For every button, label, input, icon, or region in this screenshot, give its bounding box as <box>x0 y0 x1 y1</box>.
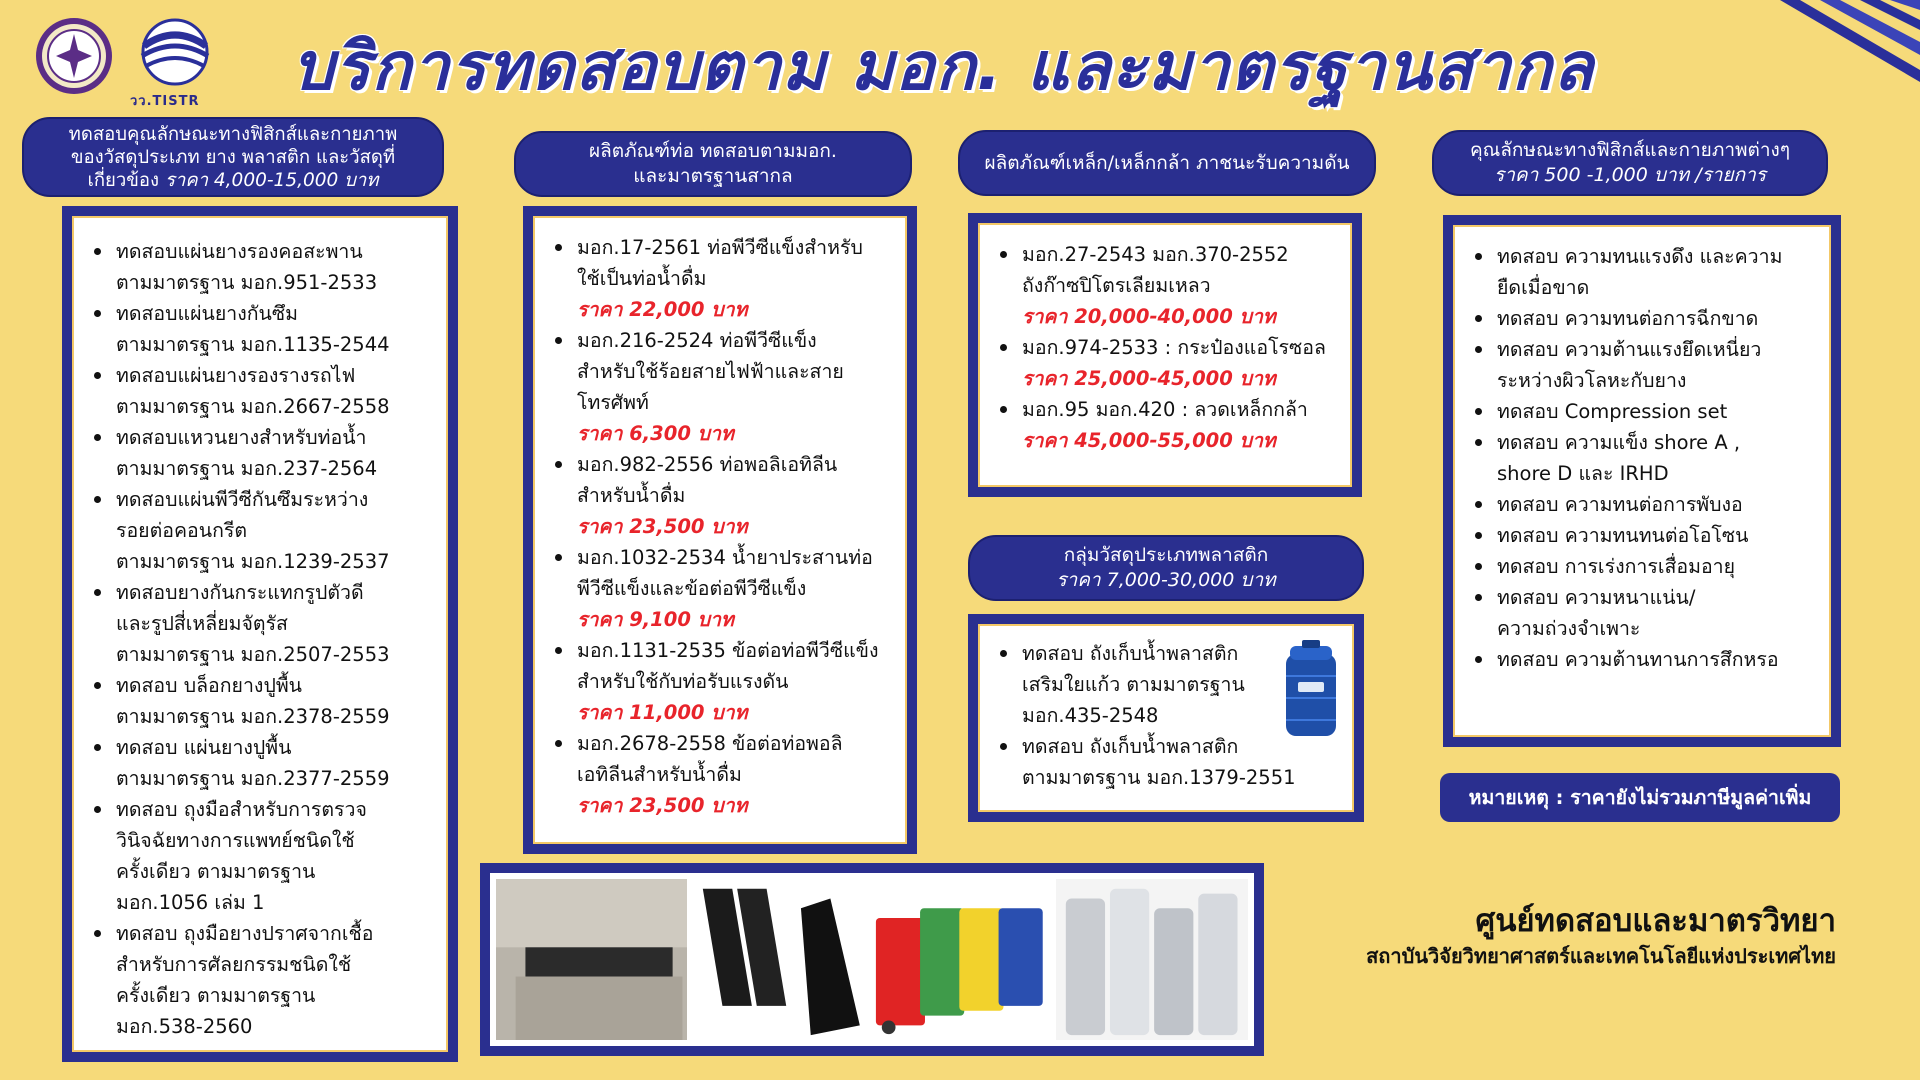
item-text-line: ถังก๊าซปิโตรเลียมเหลว <box>1022 274 1211 297</box>
col3b-header-price: ราคา 7,000-30,000 บาท <box>1056 569 1276 591</box>
item-text-line: ทดสอบ ความหนาแน่น/ <box>1497 586 1696 609</box>
aerosol-cans-photo <box>1056 879 1248 1040</box>
item-text-line: สำหรับใช้กับท่อรับแรงดัน <box>577 670 789 693</box>
item-text-line: ใช้เป็นท่อน้ำดื่ม <box>577 267 707 290</box>
item-text-line: ทดสอบ ถังเก็บน้ำพลาสติก <box>1022 642 1239 665</box>
list-item <box>1467 582 1815 644</box>
item-price: ราคา 22,000 บาท <box>577 298 748 321</box>
item-text-line: ตามมาตรฐาน มอก.1135-2544 <box>116 333 390 356</box>
list-item <box>86 918 432 1042</box>
list-item <box>86 298 432 360</box>
list-item <box>992 239 1336 332</box>
item-text-line: มอก.1032-2534 น้ำยาประสานท่อ <box>577 546 873 569</box>
list-item <box>547 728 891 821</box>
col1-list <box>86 236 432 1042</box>
item-text-line: ทดสอบ Compression set <box>1497 400 1728 423</box>
item-text-line: พีวีซีแข็งและข้อต่อพีวีซีแข็ง <box>577 577 807 600</box>
item-price: ราคา 11,000 บาท <box>577 701 748 724</box>
list-item <box>1467 551 1815 582</box>
list-item <box>1467 396 1815 427</box>
col4-header-line1: คุณลักษณะทางฟิสิกส์และกายภาพต่างๆ <box>1469 139 1791 161</box>
plastic-bins-photo <box>871 879 1050 1040</box>
col2-header-line2: และมาตรฐานสากล <box>633 165 793 187</box>
center-name: ศูนย์ทดสอบและมาตรวิทยา <box>1475 903 1836 939</box>
item-text-line: ทดสอบ ความทนต่อการพับงอ <box>1497 493 1743 516</box>
list-item <box>86 360 432 422</box>
col1-header-line1: ทดสอบคุณลักษณะทางฟิสิกส์และกายภาพ <box>68 123 398 145</box>
item-text-line: รอยต่อคอนกรีต <box>116 519 248 542</box>
col3b-header-line1: กลุ่มวัสดุประเภทพลาสติก <box>1063 544 1269 566</box>
list-item <box>992 332 1336 394</box>
rubber-bearing-photo <box>496 879 687 1040</box>
item-price: ราคา 20,000-40,000 บาท <box>1022 305 1276 328</box>
item-text-line: ครั้งเดียว ตามมาตรฐาน <box>116 984 316 1007</box>
list-item <box>1467 489 1815 520</box>
item-text-line: มอก.2678-2558 ข้อต่อท่อพอลิ <box>577 732 843 755</box>
item-text-line: ระหว่างผิวโลหะกับยาง <box>1497 369 1687 392</box>
item-text-line: ตามมาตรฐาน มอก.2378-2559 <box>116 705 390 728</box>
item-text-line: ทดสอบ ความต้านทานการสึกหรอ <box>1497 648 1779 671</box>
item-text-line: ทดสอบแหวนยางสำหรับท่อน้ำ <box>116 426 367 449</box>
item-text-line: ทดสอบ ความทนต่อการฉีกขาด <box>1497 307 1759 330</box>
list-item <box>86 236 432 298</box>
item-text-line: มอก.538-2560 <box>116 1015 253 1038</box>
list-item <box>86 484 432 577</box>
water-tank-image <box>1276 640 1346 744</box>
list-item <box>547 325 891 449</box>
rubber-strips-photo <box>693 879 865 1040</box>
item-price: ราคา 9,100 บาท <box>577 608 734 631</box>
item-text-line: มอก.435-2548 <box>1022 704 1159 727</box>
list-item <box>86 670 432 732</box>
item-price: ราคา 45,000-55,000 บาท <box>1022 429 1276 452</box>
item-text-line: มอก.974-2533 : กระป๋องแอโรซอล <box>1022 336 1326 359</box>
col3a-header-pill <box>958 130 1376 196</box>
item-text-line: ทดสอบ ถุงมือสำหรับการตรวจ <box>116 798 367 821</box>
col4-header-pill <box>1432 130 1828 196</box>
item-text-line: ทดสอบ ความทนแรงดึง และความ <box>1497 245 1783 268</box>
logo-group <box>34 16 218 96</box>
vat-note: หมายเหตุ : ราคายังไม่รวมภาษีมูลค่าเพิ่ม <box>1440 773 1840 822</box>
item-text-line: ทดสอบแผ่นยางรองรางรถไฟ <box>116 364 356 387</box>
item-text-line: ตามมาตรฐาน มอก.2377-2559 <box>116 767 390 790</box>
item-text-line: ตามมาตรฐาน มอก.1379-2551 <box>1022 766 1296 789</box>
item-text-line: มอก.982-2556 ท่อพอลิเอทิลีน <box>577 453 838 476</box>
item-price: ราคา 6,300 บาท <box>577 422 734 445</box>
item-text-line: และรูปสี่เหลี่ยมจัตุรัส <box>116 612 288 635</box>
item-text-line: ทดสอบ ถุงมือยางปราศจากเชื้อ <box>116 922 374 945</box>
item-text-line: มอก.1056 เล่ม 1 <box>116 891 265 914</box>
item-text-line: ทดสอบแผ่นยางรองคอสะพาน <box>116 240 363 263</box>
item-text-line: ตามมาตรฐาน มอก.2667-2558 <box>116 395 390 418</box>
col2-panel <box>523 206 917 854</box>
item-text-line: ความถ่วงจำเพาะ <box>1497 617 1641 640</box>
col1-header-line2: ของวัสดุประเภท ยาง พลาสติก และวัสดุที่ <box>70 146 396 168</box>
product-photos-strip <box>480 863 1264 1056</box>
item-text-line: ทดสอบ ความทนทนต่อโอโซน <box>1497 524 1749 547</box>
item-text-line: ทดสอบแผ่นพีวีซีกันซึมระหว่าง <box>116 488 369 511</box>
tistr-logo <box>132 16 218 96</box>
institute-name: สถาบันวิจัยวิทยาศาสตร์และเทคโนโลยีแห่งประเทศไทย <box>1366 944 1836 968</box>
list-item <box>547 232 891 325</box>
corner-stripes-decoration <box>1690 0 1920 90</box>
item-text-line: ทดสอบ ความแข็ง shore A , <box>1497 431 1741 454</box>
col3a-list <box>992 239 1336 456</box>
col3b-header-pill <box>968 535 1364 601</box>
item-text-line: มอก.95 มอก.420 : ลวดเหล็กกล้า <box>1022 398 1308 421</box>
col3a-header-line1: ผลิตภัณฑ์เหล็ก/เหล็กกล้า ภาชนะรับความดัน <box>984 151 1350 174</box>
item-price: ราคา 25,000-45,000 บาท <box>1022 367 1276 390</box>
list-item <box>547 449 891 542</box>
list-item <box>86 794 432 918</box>
item-text-line: มอก.17-2561 ท่อพีวีซีแข็งสำหรับ <box>577 236 863 259</box>
item-text-line: ทดสอบ การเร่งการเสื่อมอายุ <box>1497 555 1736 578</box>
list-item <box>86 732 432 794</box>
item-text-line: ตามมาตรฐาน มอก.1239-2537 <box>116 550 390 573</box>
col2-list <box>547 232 891 821</box>
list-item <box>992 394 1336 456</box>
col1-header-line3: เกี่ยวข้อง ราคา 4,000-15,000 บาท <box>87 169 379 191</box>
item-text-line: ทดสอบยางกันกระแทกรูปตัวดี <box>116 581 364 604</box>
list-item <box>1467 644 1815 675</box>
ministry-seal-logo <box>34 16 114 96</box>
item-text-line: เสริมใยแก้ว ตามมาตรฐาน <box>1022 673 1245 696</box>
item-text-line: ตามมาตรฐาน มอก.237-2564 <box>116 457 378 480</box>
col3a-panel <box>968 213 1362 497</box>
item-text-line: สำหรับใช้ร้อยสายไฟฟ้าและสาย <box>577 360 844 383</box>
list-item <box>1467 520 1815 551</box>
item-text-line: สำหรับน้ำดื่ม <box>577 484 686 507</box>
list-item <box>1467 241 1815 303</box>
item-text-line: วินิจฉัยทางการแพทย์ชนิดใช้ <box>116 829 355 852</box>
page-title: บริการทดสอบตาม มอก. และมาตรฐานสากล <box>292 28 1595 105</box>
item-text-line: มอก.216-2524 ท่อพีวีซีแข็ง <box>577 329 817 352</box>
item-text-line: โทรศัพท์ <box>577 391 649 414</box>
col4-header-price: ราคา 500 -1,000 บาท /รายการ <box>1494 164 1766 186</box>
item-text-line: ยืดเมื่อขาด <box>1497 276 1590 299</box>
item-text-line: มอก.1131-2535 ข้อต่อท่อพีวีซีแข็ง <box>577 639 879 662</box>
item-text-line: เอทิลีนสำหรับน้ำดื่ม <box>577 763 742 786</box>
item-text-line: ทดสอบแผ่นยางกันซึม <box>116 302 298 325</box>
list-item <box>547 635 891 728</box>
col1-panel <box>62 206 458 1062</box>
item-text-line: ครั้งเดียว ตามมาตรฐาน <box>116 860 316 883</box>
col1-header-pill <box>22 117 444 197</box>
list-item <box>1467 303 1815 334</box>
list-item <box>1467 427 1815 489</box>
list-item <box>86 577 432 670</box>
item-text-line: ทดสอบ แผ่นยางปูพื้น <box>116 736 292 759</box>
item-text-line: มอก.27-2543 มอก.370-2552 <box>1022 243 1289 266</box>
item-price: ราคา 23,500 บาท <box>577 515 748 538</box>
item-text-line: ทดสอบ ความต้านแรงยึดเหนี่ยว <box>1497 338 1762 361</box>
col2-header-line1: ผลิตภัณฑ์ท่อ ทดสอบตามมอก. <box>589 140 837 162</box>
list-item <box>86 422 432 484</box>
item-price: ราคา 23,500 บาท <box>577 794 748 817</box>
item-text-line: ตามมาตรฐาน มอก.951-2533 <box>116 271 378 294</box>
item-text-line: ทดสอบ ถังเก็บน้ำพลาสติก <box>1022 735 1239 758</box>
col4-list <box>1467 241 1815 675</box>
col2-header-pill <box>514 131 912 197</box>
tistr-logo-caption: วว.TISTR <box>130 94 200 109</box>
item-text-line: ตามมาตรฐาน มอก.2507-2553 <box>116 643 390 666</box>
item-text-line: สำหรับการศัลยกรรมชนิดใช้ <box>116 953 352 976</box>
list-item <box>547 542 891 635</box>
item-text-line: shore D และ IRHD <box>1497 462 1669 485</box>
item-text-line: ทดสอบ บล็อกยางปูพื้น <box>116 674 303 697</box>
col3b-panel <box>968 614 1364 822</box>
col4-panel <box>1443 215 1841 747</box>
col1-header-price: ราคา 4,000-15,000 บาท <box>164 169 379 191</box>
list-item <box>1467 334 1815 396</box>
